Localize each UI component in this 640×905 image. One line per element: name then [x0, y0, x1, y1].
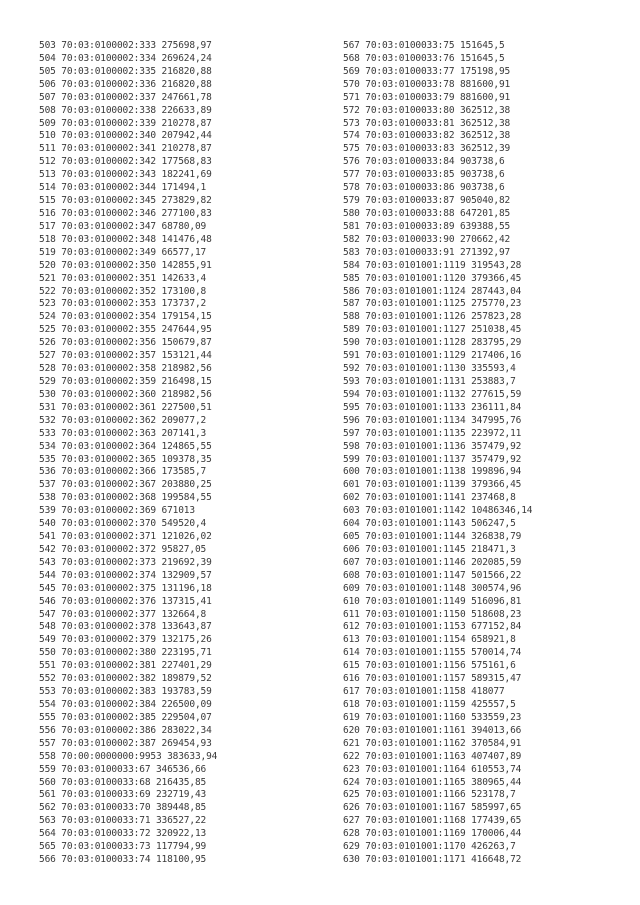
record-line: 627 70:03:0101001:1168 177439,65 [343, 815, 522, 827]
record-line: 607 70:03:0101001:1146 202085,59 [343, 556, 522, 568]
record-line: 568 70:03:0100033:76 151645,5 [343, 52, 505, 64]
record-line: 591 70:03:0101001:1129 217406,16 [343, 350, 522, 362]
record-line: 628 70:03:0101001:1169 170006,44 [343, 828, 522, 840]
record-line: 512 70:03:0100002:342 177568,83 [39, 156, 212, 168]
record-line: 563 70:03:0100033:71 336527,22 [39, 815, 207, 827]
record-line: 523 70:03:0100002:353 173737,2 [39, 298, 207, 310]
record-line: 606 70:03:0101001:1145 218471,3 [343, 543, 516, 555]
record-line: 528 70:03:0100002:358 218982,56 [39, 363, 212, 375]
record-line: 593 70:03:0101001:1131 253883,7 [343, 375, 516, 387]
record-line: 575 70:03:0100033:83 362512,39 [343, 143, 511, 155]
record-line: 520 70:03:0100002:350 142855,91 [39, 259, 212, 271]
record-line: 530 70:03:0100002:360 218982,56 [39, 388, 212, 400]
record-line: 576 70:03:0100033:84 903738,6 [343, 156, 505, 168]
left-column [39, 40, 217, 867]
record-line: 600 70:03:0101001:1138 199896,94 [343, 466, 522, 478]
record-line: 516 70:03:0100002:346 277100,83 [39, 207, 212, 219]
record-line: 513 70:03:0100002:343 182241,69 [39, 169, 212, 181]
record-line: 535 70:03:0100002:365 109378,35 [39, 453, 212, 465]
record-line: 554 70:03:0100002:384 226500,09 [39, 699, 212, 711]
record-line: 624 70:03:0101001:1165 380965,44 [343, 776, 522, 788]
record-line: 569 70:03:0100033:77 175198,95 [343, 65, 511, 77]
record-line: 508 70:03:0100002:338 226633,89 [39, 104, 212, 116]
record-line: 518 70:03:0100002:348 141476,48 [39, 233, 212, 245]
record-line: 567 70:03:0100033:75 151645,5 [343, 40, 505, 51]
record-line: 525 70:03:0100002:355 247644,95 [39, 324, 212, 336]
record-line: 559 70:03:0100033:67 346536,66 [39, 763, 207, 775]
record-line: 550 70:03:0100002:380 223195,71 [39, 647, 212, 659]
record-line: 630 70:03:0101001:1171 416648,72 [343, 854, 522, 866]
record-line: 586 70:03:0101001:1124 287443,04 [343, 285, 522, 297]
record-line: 584 70:03:0101001:1119 319543,28 [343, 259, 522, 271]
record-line: 557 70:03:0100002:387 269454,93 [39, 737, 212, 749]
record-line: 572 70:03:0100033:80 362512,38 [343, 104, 511, 116]
record-line: 521 70:03:0100002:351 142633,4 [39, 272, 207, 284]
record-line: 583 70:03:0100033:91 271392,97 [343, 246, 511, 258]
record-line: 590 70:03:0101001:1128 283795,29 [343, 337, 522, 349]
record-line: 536 70:03:0100002:366 173585,7 [39, 466, 207, 478]
record-line: 546 70:03:0100002:376 137315,41 [39, 595, 212, 607]
record-line: 548 70:03:0100002:378 133643,87 [39, 621, 212, 633]
record-line: 539 70:03:0100002:369 671013 [39, 505, 195, 517]
record-line: 533 70:03:0100002:363 207141,3 [39, 427, 207, 439]
record-line: 581 70:03:0100033:89 639388,55 [343, 220, 511, 232]
record-line: 510 70:03:0100002:340 207942,44 [39, 130, 212, 142]
record-line: 629 70:03:0101001:1170 426263,7 [343, 841, 516, 853]
record-line: 509 70:03:0100002:339 210278,87 [39, 117, 212, 129]
record-line: 608 70:03:0101001:1147 501566,22 [343, 569, 522, 581]
record-line: 515 70:03:0100002:345 273829,82 [39, 195, 212, 207]
record-line: 625 70:03:0101001:1166 523178,7 [343, 789, 516, 801]
record-line: 592 70:03:0101001:1130 335593,4 [343, 363, 516, 375]
record-line: 560 70:03:0100033:68 216435,85 [39, 776, 207, 788]
record-line: 615 70:03:0101001:1156 575161,6 [343, 660, 516, 672]
record-line: 605 70:03:0101001:1144 326838,79 [343, 531, 522, 543]
record-line: 527 70:03:0100002:357 153121,44 [39, 350, 212, 362]
record-line: 598 70:03:0101001:1136 357479,92 [343, 440, 522, 452]
record-line: 505 70:03:0100002:335 216820,88 [39, 65, 212, 77]
record-line: 614 70:03:0101001:1155 570014,74 [343, 647, 522, 659]
record-line: 623 70:03:0101001:1164 610553,74 [343, 763, 522, 775]
record-line: 532 70:03:0100002:362 209077,2 [39, 414, 207, 426]
record-line: 616 70:03:0101001:1157 589315,47 [343, 673, 522, 685]
record-line: 571 70:03:0100033:79 881600,91 [343, 91, 511, 103]
record-line: 555 70:03:0100002:385 229504,07 [39, 711, 212, 723]
record-line: 511 70:03:0100002:341 210278,87 [39, 143, 212, 155]
record-line: 626 70:03:0101001:1167 585997,65 [343, 802, 522, 814]
record-line: 552 70:03:0100002:382 189879,52 [39, 673, 212, 685]
record-line: 622 70:03:0101001:1163 407407,89 [343, 750, 522, 762]
record-line: 580 70:03:0100033:88 647201,85 [343, 207, 511, 219]
record-line: 587 70:03:0101001:1125 275770,23 [343, 298, 522, 310]
right-column [343, 40, 532, 867]
record-line: 503 70:03:0100002:333 275698,97 [39, 40, 212, 51]
record-line: 504 70:03:0100002:334 269624,24 [39, 52, 212, 64]
record-line: 577 70:03:0100033:85 903738,6 [343, 169, 505, 181]
record-line: 599 70:03:0101001:1137 357479,92 [343, 453, 522, 465]
record-line: 522 70:03:0100002:352 173100,8 [39, 285, 207, 297]
record-line: 594 70:03:0101001:1132 277615,59 [343, 388, 522, 400]
record-line: 531 70:03:0100002:361 227500,51 [39, 401, 212, 413]
record-line: 547 70:03:0100002:377 132664,8 [39, 608, 207, 620]
record-line: 573 70:03:0100033:81 362512,38 [343, 117, 511, 129]
record-line: 517 70:03:0100002:347 68780,09 [39, 220, 207, 232]
record-line: 541 70:03:0100002:371 121026,02 [39, 531, 212, 543]
record-line: 538 70:03:0100002:368 199584,55 [39, 492, 212, 504]
record-line: 588 70:03:0101001:1126 257823,28 [343, 311, 522, 323]
record-line: 574 70:03:0100033:82 362512,38 [343, 130, 511, 142]
record-line: 619 70:03:0101001:1160 533559,23 [343, 711, 522, 723]
record-line: 597 70:03:0101001:1135 223972,11 [343, 427, 522, 439]
record-line: 612 70:03:0101001:1153 677152,84 [343, 621, 522, 633]
record-line: 529 70:03:0100002:359 216498,15 [39, 375, 212, 387]
record-line: 603 70:03:0101001:1142 10486346,14 [343, 505, 533, 517]
record-line: 618 70:03:0101001:1159 425557,5 [343, 699, 516, 711]
record-line: 549 70:03:0100002:379 132175,26 [39, 634, 212, 646]
record-line: 578 70:03:0100033:86 903738,6 [343, 182, 505, 194]
record-line: 601 70:03:0101001:1139 379366,45 [343, 479, 522, 491]
record-line: 604 70:03:0101001:1143 506247,5 [343, 518, 516, 530]
record-line: 558 70:00:0000000:9953 383633,94 [39, 750, 218, 762]
record-line: 609 70:03:0101001:1148 300574,96 [343, 582, 522, 594]
record-line: 617 70:03:0101001:1158 418077 [343, 686, 505, 698]
record-line: 566 70:03:0100033:74 118100,95 [39, 854, 207, 866]
record-line: 551 70:03:0100002:381 227401,29 [39, 660, 212, 672]
record-line: 565 70:03:0100033:73 117794,99 [39, 841, 207, 853]
record-line: 595 70:03:0101001:1133 236111,84 [343, 401, 522, 413]
record-line: 556 70:03:0100002:386 283022,34 [39, 724, 212, 736]
record-line: 519 70:03:0100002:349 66577,17 [39, 246, 207, 258]
record-line: 582 70:03:0100033:90 270662,42 [343, 233, 511, 245]
record-line: 534 70:03:0100002:364 124865,55 [39, 440, 212, 452]
record-line: 514 70:03:0100002:344 171494,1 [39, 182, 207, 194]
record-line: 526 70:03:0100002:356 150679,87 [39, 337, 212, 349]
record-line: 621 70:03:0101001:1162 370584,91 [343, 737, 522, 749]
record-line: 524 70:03:0100002:354 179154,15 [39, 311, 212, 323]
record-line: 610 70:03:0101001:1149 516096,81 [343, 595, 522, 607]
record-line: 579 70:03:0100033:87 905040,82 [343, 195, 511, 207]
record-line: 585 70:03:0101001:1120 379366,45 [343, 272, 522, 284]
record-line: 506 70:03:0100002:336 216820,88 [39, 78, 212, 90]
record-line: 602 70:03:0101001:1141 237468,8 [343, 492, 516, 504]
record-line: 561 70:03:0100033:69 232719,43 [39, 789, 207, 801]
record-line: 562 70:03:0100033:70 389448,85 [39, 802, 207, 814]
record-line: 596 70:03:0101001:1134 347995,76 [343, 414, 522, 426]
record-line: 589 70:03:0101001:1127 251038,45 [343, 324, 522, 336]
record-line: 540 70:03:0100002:370 549520,4 [39, 518, 207, 530]
record-line: 570 70:03:0100033:78 881600,91 [343, 78, 511, 90]
record-line: 544 70:03:0100002:374 132909,57 [39, 569, 212, 581]
record-line: 613 70:03:0101001:1154 658921,8 [343, 634, 516, 646]
record-line: 620 70:03:0101001:1161 394013,66 [343, 724, 522, 736]
record-line: 564 70:03:0100033:72 320922,13 [39, 828, 207, 840]
record-line: 507 70:03:0100002:337 247661,78 [39, 91, 212, 103]
record-line: 542 70:03:0100002:372 95827,05 [39, 543, 207, 555]
record-line: 543 70:03:0100002:373 219692,39 [39, 556, 212, 568]
record-line: 553 70:03:0100002:383 193783,59 [39, 686, 212, 698]
record-line: 545 70:03:0100002:375 131196,18 [39, 582, 212, 594]
record-line: 537 70:03:0100002:367 203880,25 [39, 479, 212, 491]
record-line: 611 70:03:0101001:1150 518608,23 [343, 608, 522, 620]
